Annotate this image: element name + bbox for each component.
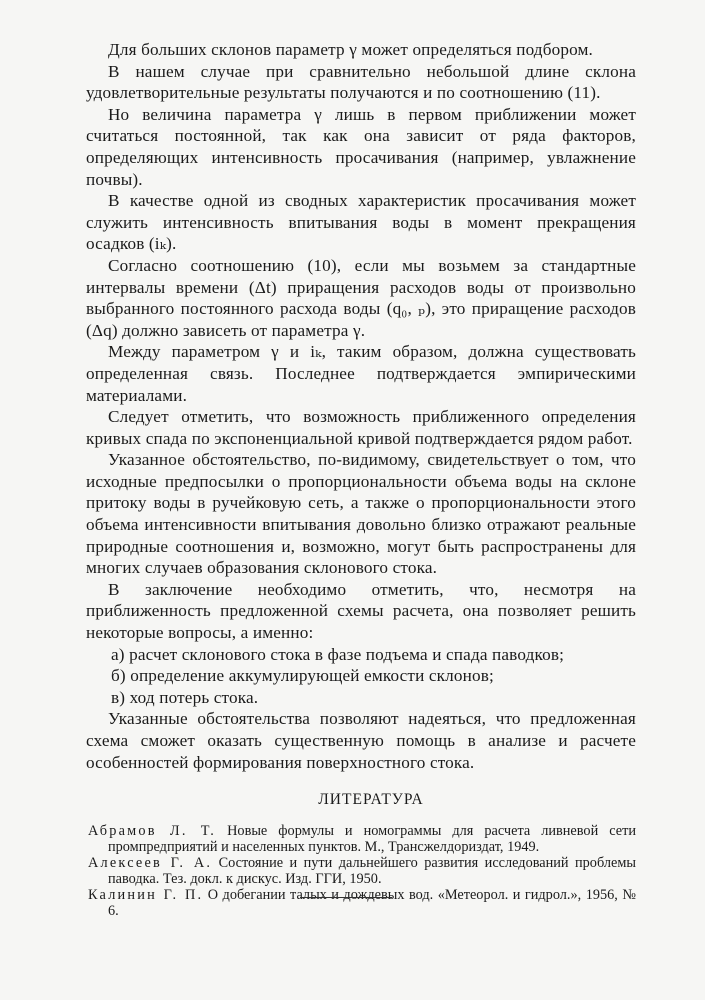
reference-2-author: Алексеев Г. А. bbox=[88, 855, 213, 872]
paragraph-4: В качестве одной из сводных характеристик просачивания может служить интенсивность впитывания воды в момент прекращения осадков (iₖ). bbox=[86, 191, 636, 254]
paragraph-5: Согласно соотношению (10), если мы возьмем за стандартные интервалы времени (Δt) приращения расходов воды от произвольно выбранного постоянного расхода воды (q₀, ₚ), это приращение расходов (Δq) должно зависеть от параметра γ. bbox=[86, 255, 636, 340]
paragraph-1: Для больших склонов параметр γ может определяться подбором. bbox=[108, 40, 593, 59]
reference-1-text: Новые формулы и номограммы для расчета ливневой сети промпредприятий и населенных пунктов. М., Трансжелдориздат, 1949. bbox=[108, 823, 636, 856]
paragraph-7: Следует отметить, что возможность приближенного определения кривых спада по экспоненциальной кривой подтверждается рядом работ. bbox=[86, 407, 636, 448]
reference-1-author: Абрамов Л. Т. bbox=[88, 823, 217, 840]
reference-1 bbox=[86, 823, 636, 855]
list-item-a: а) расчет склонового стока в фазе подъема и спада паводков; bbox=[111, 644, 565, 664]
reference-3-author: Калинин Г. П. bbox=[88, 887, 204, 904]
paragraph-2: В нашем случае при сравнительно небольшой длине склона удовлетворительные результаты получаются и по соотношению (11). bbox=[86, 61, 636, 103]
paragraph-8: Указанное обстоятельство, по-видимому, свидетельствует о том, что исходные предпосылки о пропорциональности объема воды на склоне притоку воды в ручейковую сеть, а также о пропорциональности этого объема интенсивности впитывания довольно близко отражают реальные природные соотношения и, возможно, могут быть распространены для многих случаев образования склонового стока. bbox=[86, 450, 636, 578]
reference-3 bbox=[86, 887, 636, 919]
end-rule bbox=[300, 897, 392, 898]
list-item-c: в) ход потерь стока. bbox=[111, 687, 259, 707]
body-text bbox=[86, 39, 636, 919]
references-title: ЛИТЕРАТУРА bbox=[318, 791, 424, 809]
reference-3-text: О добегании талых и дождевых вод. «Метеорол. и гидрол.», 1956, № 6. bbox=[108, 887, 636, 920]
paragraph-3: Но величина параметра γ лишь в первом приближении может считаться постоянной, так как она зависит от ряда факторов, определяющих интенсивность просачивания (например, увлажнение почвы). bbox=[86, 104, 636, 189]
list-item-b: б) определение аккумулирующей емкости склонов; bbox=[111, 666, 494, 686]
closing-paragraph: Указанные обстоятельства позволяют надеяться, что предложенная схема сможет оказать существенную помощь в анализе и расчете особенностей формирования поверхностного стока. bbox=[86, 709, 636, 772]
paragraph-9: В заключение необходимо отметить, что, несмотря на приближенность предложенной схемы расчета, она позволяет решить некоторые вопросы, а именно: bbox=[86, 579, 636, 643]
reference-2 bbox=[86, 855, 636, 887]
paragraph-6: Между параметром γ и iₖ, таким образом, должна существовать определенная связь. Последнее подтверждается эмпирическими материалами. bbox=[86, 342, 636, 405]
reference-2-text: Состояние и пути дальнейшего развития исследований проблемы паводка. Тез. докл. к дискус. Изд. ГГИ, 1950. bbox=[108, 855, 637, 888]
